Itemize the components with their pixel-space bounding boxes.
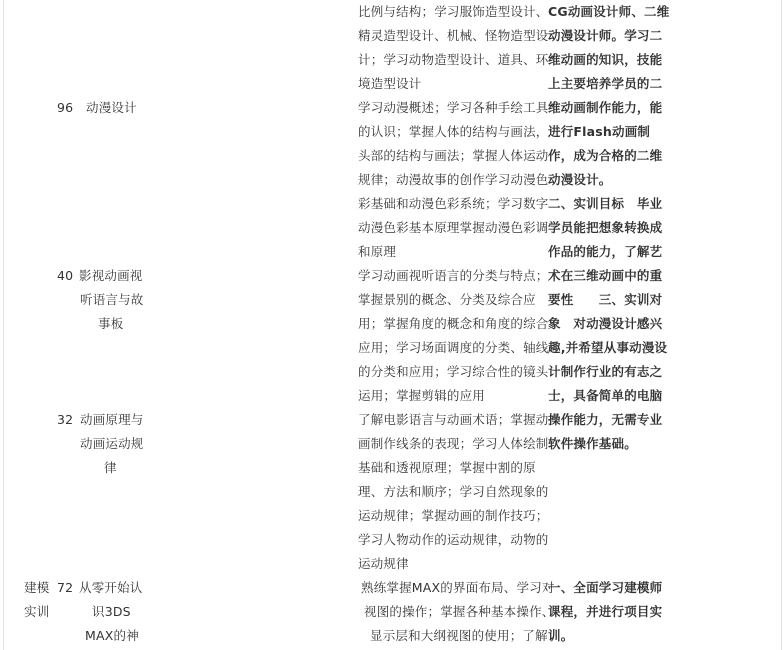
content-text: 画制作线条的表现；学习人体绘制 — [358, 436, 549, 451]
course-name: 识3DS — [92, 604, 131, 619]
goals-text: 二、实训目标 毕业 — [548, 196, 663, 211]
table-border-left — [3, 0, 4, 650]
goals-text: 趣,并希望从事动漫设 — [548, 340, 668, 355]
course-name: 从零开始认 — [79, 580, 143, 595]
hours-cell: 96 — [57, 100, 74, 115]
goals-text: CG动画设计师、二维 — [548, 4, 670, 19]
goals-text: 软件操作基础。 — [548, 436, 637, 451]
goals-text: 进行Flash动画制 — [548, 124, 651, 139]
goals-text: 动漫设计。 — [548, 172, 612, 187]
content-text: 头部的结构与画法；掌握人体运动 — [358, 148, 549, 163]
content-text: 运动规律 — [358, 556, 409, 571]
hours-cell: 72 — [57, 580, 74, 595]
content-text: 视图的操作；掌握各种基本操作、 — [364, 604, 555, 619]
goals-text: 计制作行业的有志之 — [548, 364, 663, 379]
content-text: 运用；掌握剪辑的应用 — [358, 388, 486, 403]
content-text: 用；掌握角度的概念和角度的综合 — [358, 316, 549, 331]
course-name: 事板 — [98, 316, 124, 331]
goals-text: 象 对动漫设计感兴 — [548, 316, 663, 331]
goals-text: 操作能力，无需专业 — [548, 412, 663, 427]
table-border-right — [781, 0, 782, 650]
goals-text: 作，成为合格的二维 — [548, 148, 663, 163]
category-cell: 建模 — [24, 580, 50, 595]
content-text: 学习动画视听语言的分类与特点； — [358, 268, 549, 283]
content-text: 和原理 — [358, 244, 397, 259]
goals-text: 训。 — [548, 628, 574, 643]
content-text: 比例与结构；学习服饰造型设计、 — [358, 4, 549, 19]
category-cell: 实训 — [24, 604, 50, 619]
content-text: 规律；动漫故事的创作学习动漫色 — [358, 172, 549, 187]
content-text: 的分类和应用；学习综合性的镜头 — [358, 364, 549, 379]
course-name: 动画原理与 — [80, 412, 144, 427]
course-name: 听语言与故 — [80, 292, 144, 307]
content-text: 显示层和大纲视图的使用；了解 — [370, 628, 548, 643]
content-text: 了解电影语言与动画术语；掌握动 — [358, 412, 549, 427]
content-text: 计；学习动物造型设计、道具、环 — [358, 52, 549, 67]
goals-text: 要性 三、实训对 — [548, 292, 663, 307]
content-text: 彩基础和动漫色彩系统；学习数字 — [358, 196, 549, 211]
content-text: 精灵造型设计、机械、怪物造型设 — [358, 28, 549, 43]
goals-text: 上主要培养学员的二 — [548, 76, 663, 91]
goals-text: 术在三维动画中的重 — [548, 268, 663, 283]
course-name: 动漫设计 — [86, 100, 137, 115]
content-text: 的认识；掌握人体的结构与画法， — [358, 124, 549, 139]
content-text: 运动规律；掌握动画的制作技巧； — [358, 508, 549, 523]
content-text: 应用；学习场面调度的分类、轴线 — [358, 340, 549, 355]
course-name: 律 — [104, 460, 117, 475]
goals-text: 课程，并进行项目实 — [548, 604, 663, 619]
content-text: 境造型设计 — [358, 76, 422, 91]
goals-text: 一、全面学习建模师 — [548, 580, 663, 595]
goals-text: 维动画的知识，技能 — [548, 52, 663, 67]
content-text: 学习人物动作的运动规律，动物的 — [358, 532, 549, 547]
goals-text: 维动画制作能力，能 — [548, 100, 663, 115]
goals-text: 士，具备简单的电脑 — [548, 388, 663, 403]
hours-cell: 40 — [57, 268, 74, 283]
goals-text: 学员能把想象转换成 — [548, 220, 663, 235]
course-name: MAX的神 — [85, 628, 139, 643]
content-text: 熟练掌握MAX的界面布局、学习对 — [361, 580, 555, 595]
content-text: 理、方法和顺序；学习自然现象的 — [358, 484, 549, 499]
course-name: 影视动画视 — [79, 268, 143, 283]
content-text: 动漫色彩基本原理掌握动漫色彩调 — [358, 220, 549, 235]
content-text: 学习动漫概述；学习各种手绘工具 — [358, 100, 549, 115]
content-text: 掌握景别的概念、分类及综合应 — [358, 292, 536, 307]
content-text: 基础和透视原理；掌握中割的原 — [358, 460, 536, 475]
course-name: 动画运动规 — [80, 436, 144, 451]
goals-text: 动漫设计师。学习二 — [548, 28, 663, 43]
hours-cell: 32 — [57, 412, 74, 427]
goals-text: 作品的能力，了解艺 — [548, 244, 663, 259]
